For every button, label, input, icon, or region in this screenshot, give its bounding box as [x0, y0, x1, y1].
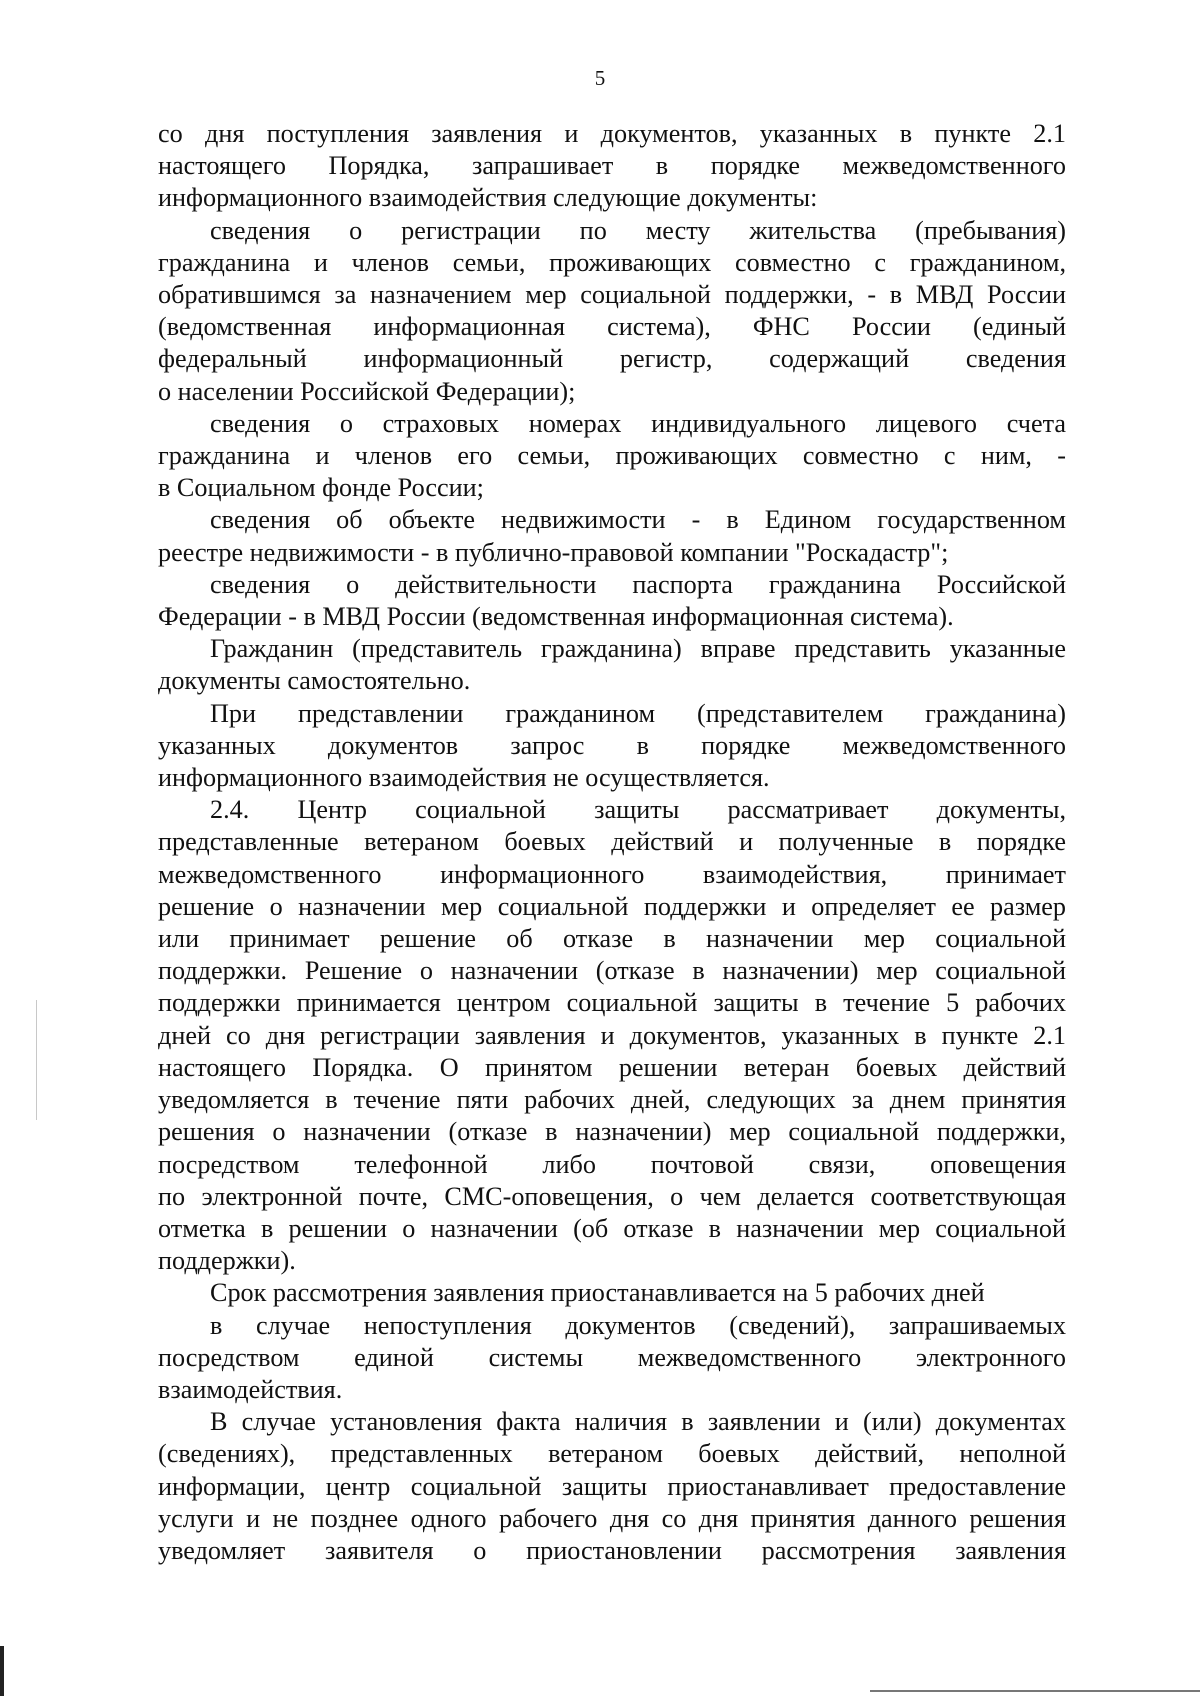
text-line: сведения о страховых номерах индивидуального лицевого счета [210, 408, 1066, 438]
text-line: информационного взаимодействия не осуществляется. [158, 763, 770, 793]
text-line: уведомляет заявителя о приостановлении рассмотрения заявления [158, 1535, 1066, 1565]
text-line: посредством единой системы межведомственного электронного [158, 1342, 1066, 1372]
text-line: сведения об объекте недвижимости - в Едином государственном [210, 505, 1066, 535]
scan-artifact-left-line [36, 1000, 37, 1120]
text-line: информационного взаимодействия следующие документы: [158, 183, 818, 213]
text-line: В случае установления факта наличия в заявлении и (или) документах [210, 1407, 1066, 1437]
text-line: взаимодействия. [158, 1374, 343, 1404]
text-line: со дня поступления заявления и документов, указанных в пункте 2.1 [158, 119, 1066, 148]
text-line: поддержки). [158, 1246, 296, 1276]
text-line: в Социальном фонде России; [158, 473, 484, 503]
text-line: представленные ветераном боевых действий и полученные в порядке [158, 827, 1066, 857]
text-line: (сведениях), представленных ветераном боевых действий, неполной [158, 1439, 1066, 1469]
text-line: сведения о действительности паспорта гражданина Российской [210, 569, 1066, 599]
text-line: гражданина и членов его семьи, проживающих совместно с ним, - [158, 441, 1066, 471]
text-line: Гражданин (представитель гражданина) вправе представить указанные [210, 634, 1066, 664]
text-line: документы самостоятельно. [158, 666, 471, 696]
text-line: посредством телефонной либо почтовой связи, оповещения [158, 1149, 1066, 1179]
text-line: Срок рассмотрения заявления приостанавливается на 5 рабочих дней [210, 1278, 985, 1308]
text-line: гражданина и членов семьи, проживающих совместно с гражданином, [158, 247, 1066, 277]
text-line: Федерации - в МВД России (ведомственная информационная система). [158, 602, 954, 632]
text-line: услуги и не позднее одного рабочего дня со дня принятия данного решения [158, 1503, 1066, 1533]
text-line: межведомственного информационного взаимодействия, принимает [158, 859, 1066, 889]
text-line: решения о назначении (отказе в назначении) мер социальной поддержки, [158, 1117, 1066, 1147]
text-line: или принимает решение об отказе в назначении мер социальной [158, 924, 1066, 954]
text-line: При представлении гражданином (представителем гражданина) [210, 698, 1066, 728]
text-line: поддержки. Решение о назначении (отказе в назначении) мер социальной [158, 956, 1066, 986]
page-number: 5 [594, 66, 606, 90]
document-body [158, 118, 1066, 1567]
text-line: указанных документов запрос в порядке межведомственного [158, 730, 1066, 760]
text-line: дней со дня регистрации заявления и документов, указанных в пункте 2.1 [158, 1020, 1066, 1050]
text-line: по электронной почте, СМС-оповещения, о чем делается соответствующая [158, 1181, 1066, 1211]
text-line: в случае непоступления документов (сведений), запрашиваемых [210, 1310, 1066, 1340]
text-line: сведения о регистрации по месту жительства (пребывания) [210, 215, 1066, 245]
text-line: (ведомственная информационная система), ФНС России (единый [158, 312, 1066, 342]
text-line: настоящего Порядка, запрашивает в порядке межведомственного [158, 151, 1066, 181]
text-line: решение о назначении мер социальной поддержки и определяет ее размер [158, 891, 1066, 921]
text-line: информации, центр социальной защиты приостанавливает предоставление [158, 1471, 1066, 1501]
text-line: настоящего Порядка. О принятом решении ветеран боевых действий [158, 1052, 1066, 1082]
text-line: уведомляется в течение пяти рабочих дней, следующих за днем принятия [158, 1085, 1066, 1115]
scan-artifact-bottom-rule [870, 1690, 1200, 1692]
scan-artifact-bottom-left-edge [0, 1646, 4, 1696]
text-line: отметка в решении о назначении (об отказе в назначении мер социальной [158, 1213, 1066, 1243]
text-line: реестре недвижимости - в публично-правовой компании "Роскадастр"; [158, 537, 949, 567]
text-line: федеральный информационный регистр, содержащий сведения [158, 344, 1066, 374]
text-line: о населении Российской Федерации); [158, 376, 576, 406]
text-line: поддержки принимается центром социальной защиты в течение 5 рабочих [158, 988, 1066, 1018]
text-line: обратившимся за назначением мер социальной поддержки, - в МВД России [158, 280, 1066, 310]
text-line: 2.4. Центр социальной защиты рассматривает документы, [210, 795, 1066, 825]
